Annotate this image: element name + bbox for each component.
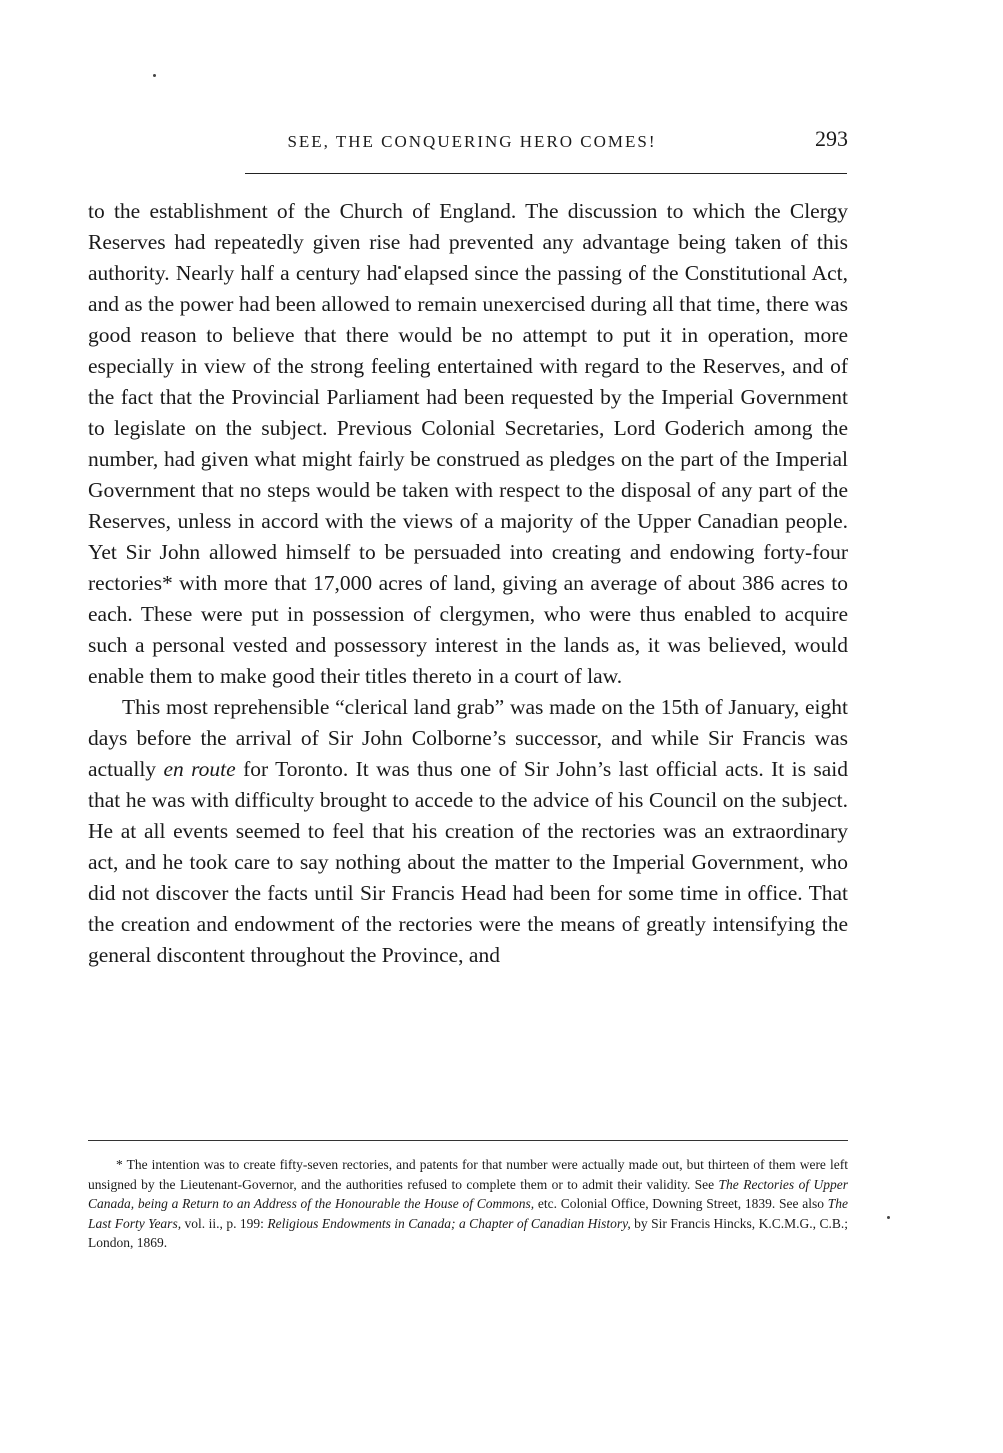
page-number: 293 xyxy=(815,126,848,151)
footnote-text-d: by Sir Francis Hincks, K.C.M.G., C.B.; London, 1869. xyxy=(88,1215,848,1250)
paragraph-2-text-b: for Toronto. It was thus one of Sir John’s last official acts. It is said that he was with difficulty brought to accede to the advice of his Council on the subject. He at all events seemed to feel that his creation of the rectories was an extraordinary act, and he took care to say nothing about the matter to the Imperial Government, who did not discover the facts until Sir Francis Head had been for some time in office. That the creation and endowment of the rectories were the means of greatly intensifying the general discontent throughout the Province, and xyxy=(88,757,848,967)
paragraph-2-text-a: This most reprehensible “clerical land grab” was made on the 15th of January, eight days before the arrival of Sir John Colborne’s successor, and while Sir Francis was actually xyxy=(88,695,848,781)
paragraph-1 xyxy=(88,196,848,692)
ink-speck xyxy=(887,1216,890,1219)
page-header xyxy=(88,124,850,164)
paragraph-2 xyxy=(88,692,848,971)
footnote xyxy=(88,1155,848,1253)
paragraph-2-italic: en route xyxy=(163,757,236,781)
paragraph-1-text: to the establishment of the Church of England. The discussion to which the Clergy Reserves had repeatedly given rise had prevented any advantage being taken of this authority. Nearly half a century had elapsed since the passing of the Constitutional Act, and as the power had been allowed to remain unexercised during all that time, there was good reason to believe that there would be no attempt to put it in operation, more especially in view of the strong feeling entertained with regard to the Reserves, and of the fact that the Provincial Parliament had been requested by the Imperial Government to legislate on the subject. Previous Colonial Secretaries, Lord Goderich among the number, had given what might fairly be construed as pledges on the part of the Imperial Government that no steps would be taken with respect to the disposal of any part of the Reserves, unless in accord with the views of a majority of the Upper Canadian people. Yet Sir John allowed himself to be persuaded into creating and endowing forty-four rectories* with more that 17,000 acres of land, giving an average of about 386 acres to each. These were put in possession of clergymen, who were thus enabled to acquire such a personal vested and possessory interest in the lands as, it was believed, would enable them to make good their titles thereto in a court of law. xyxy=(88,199,848,688)
footnote-text-a: * The intention was to create fifty-seven rectories, and patents for that number were actually made out, but thirteen of them were left unsigned by the Lieutenant-Governor, and the authorities refused to complete them or to admit their validity. See xyxy=(88,1157,848,1192)
footnote-italic-b: The Last Forty Years, xyxy=(88,1196,848,1231)
running-head: SEE, THE CONQUERING HERO COMES! xyxy=(287,132,657,151)
footnote-italic-c: Religious Endowments in Canada; a Chapter of Canadian History, xyxy=(267,1215,631,1231)
footnote-italic-a: The Rectories of Upper Canada, being a Return to an Address of the Honourable the House of Commons, xyxy=(88,1176,848,1211)
ink-speck xyxy=(153,74,156,77)
footnote-text-c: vol. ii., p. 199: xyxy=(181,1215,268,1231)
main-text xyxy=(88,196,848,971)
header-rule xyxy=(245,173,847,174)
footnote-text-b: etc. Colonial Office, Downing Street, 1839. See also xyxy=(534,1196,828,1211)
footnote-rule xyxy=(88,1140,848,1141)
